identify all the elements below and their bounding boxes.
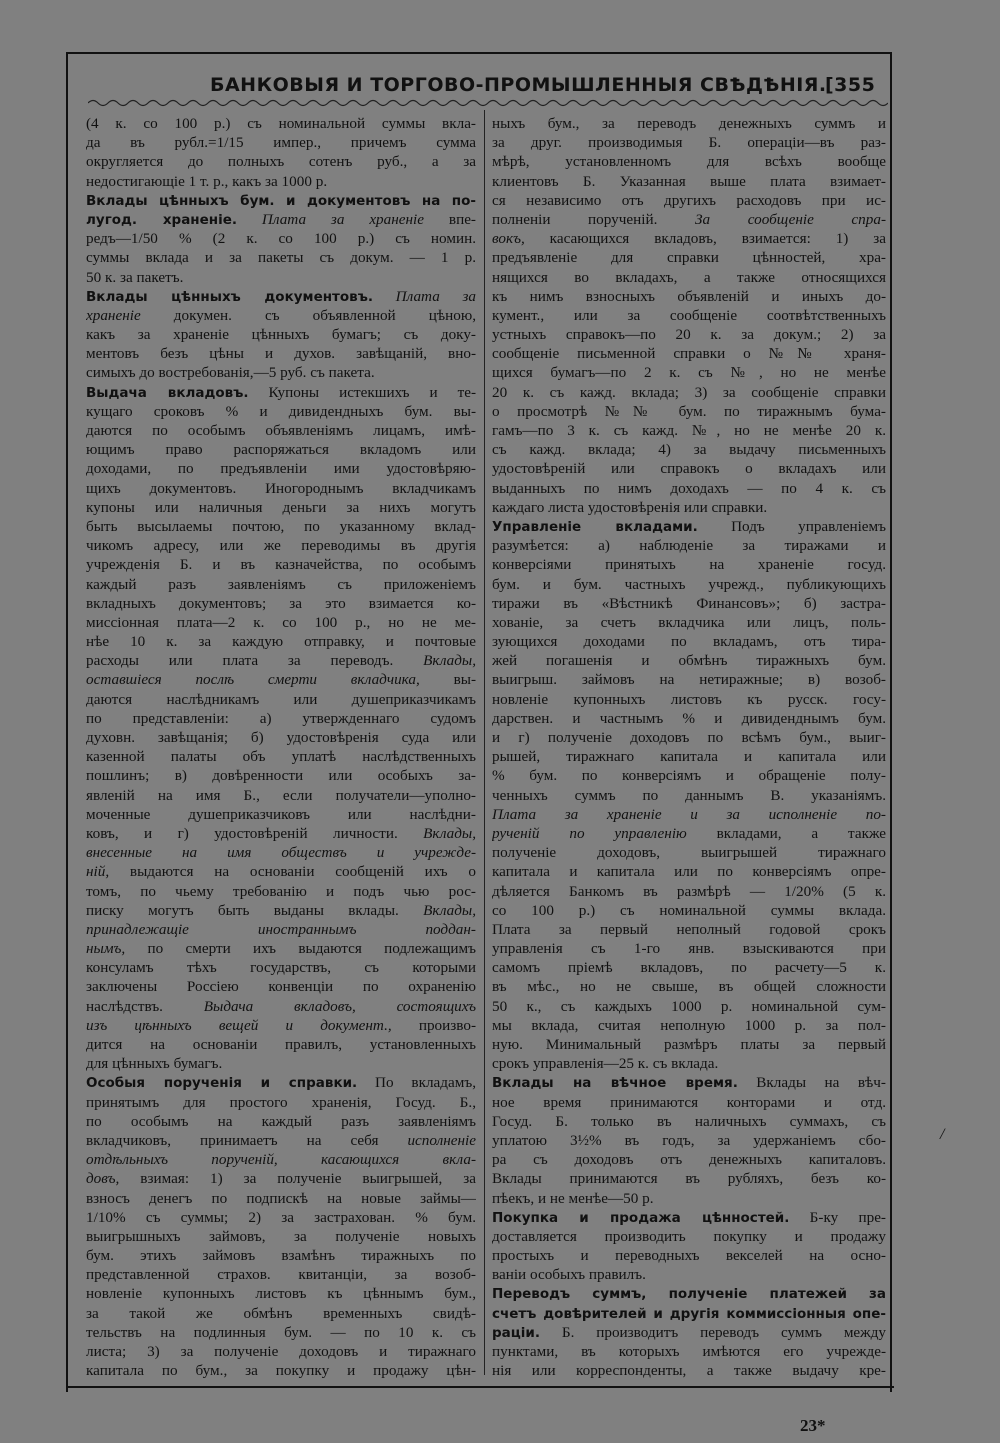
text-run: принятымъ для простого храненія, Госуд. Б., [86, 1093, 476, 1111]
italic-run: изъ цѣнныхъ вещей и документ., [86, 1016, 392, 1034]
text-line [492, 1342, 886, 1361]
italic-run: довъ, [86, 1170, 120, 1188]
text-run: жей погашенія и обмѣнъ тиражныхъ бум. [492, 652, 886, 670]
text-line [86, 1035, 476, 1054]
text-line [86, 862, 476, 881]
text-line [86, 958, 476, 977]
text-run: мы вклада, считая неполную 1000 р. за пол- [492, 1016, 886, 1034]
text-line [492, 1323, 886, 1342]
text-line [492, 363, 886, 382]
text-run: тиражи въ «Вѣстникѣ Финансовъ»; б) застра- [492, 594, 886, 612]
text-run: для цѣнныхъ бумагъ. [86, 1055, 223, 1073]
text-run: выигрышныхъ займовъ, за полученіе новыхъ [86, 1227, 476, 1245]
italic-run: Вклады, [393, 652, 476, 670]
italic-run: Плата за храненіе [237, 210, 425, 228]
text-run: миссіонная плата—2 к. со 100 р., но не ме- [86, 613, 476, 631]
text-line [492, 997, 886, 1016]
text-run: пунктами, въ которыхъ имѣются его учрежде- [492, 1343, 886, 1360]
signature-mark: 23* [800, 1416, 826, 1435]
text-line [492, 306, 886, 325]
text-line [492, 1093, 886, 1112]
text-line [86, 344, 476, 363]
text-run: моченные душеприказчиковъ или наслѣдни- [86, 805, 476, 823]
text-run: нящихся во вкладахъ, а также относящихся [492, 268, 886, 286]
text-line [492, 248, 886, 267]
text-run: ваніи особыхъ правилъ. [492, 1266, 646, 1284]
text-run: ющимъ право распоряжаться вкладомъ или [86, 441, 476, 459]
text-line [492, 728, 886, 747]
text-run: конверсіями принятыхъ на храненіе госуд. [492, 556, 886, 574]
text-run: доходами, по предъявленіи ими удостовѣряю- [86, 460, 476, 478]
text-run: клиентовъ Б. Указанная выше плата взимает- [492, 172, 886, 190]
text-line [492, 325, 886, 344]
text-run: о просмотрѣ №№ бум. по тиражнымъ бума- [492, 402, 886, 420]
text-line [86, 1169, 476, 1188]
text-line [492, 805, 886, 824]
bottom-rule [66, 1386, 894, 1388]
text-run: и г) полученіе доходовъ по всѣмъ бум., выиг- [492, 729, 886, 746]
text-run: по представленіи: а) утвержденнаго судомъ [86, 709, 476, 727]
run-in-heading: счетъ довѣрителей и другія коммиссіонныя опе- [492, 1305, 886, 1322]
text-run: устныхъ справокъ—по 20 к. за докум.; 2) за [492, 326, 886, 344]
text-run: 50 к. за пакетъ. [86, 268, 184, 286]
page-title: БАНКОВЫЯ И ТОРГОВО-ПРОМЫШЛЕННЫЯ СВѢДѢНІЯ. [210, 74, 827, 96]
text-line [492, 786, 886, 805]
text-line [86, 728, 476, 747]
text-run: Б-ку пре- [789, 1208, 886, 1226]
text-run: Б. производитъ переводъ суммъ между [540, 1323, 886, 1341]
text-run: новленіе купонныхъ листовъ къ русск. госу- [492, 690, 886, 708]
text-run: каждый разъ заявленіямъ съ приложеніемъ [86, 575, 476, 593]
text-line [86, 747, 476, 766]
text-line [86, 901, 476, 920]
text-run: Купоны истекшихъ и те- [248, 383, 476, 401]
text-line [492, 939, 886, 958]
text-line [86, 402, 476, 421]
text-run: 20 к. съ кажд. вклада; 3) за сообщеніе справки [492, 383, 886, 401]
text-run: редъ—1/50 % (2 к. со 100 р.) съ номин. [86, 230, 476, 248]
text-line [492, 1054, 886, 1073]
italic-run: оставшіеся послѣ смерти вкладчика, [86, 671, 420, 689]
italic-run: ній, [86, 863, 110, 881]
text-run: учрежденія Б. и въ казначейства, по особымъ [86, 556, 476, 574]
text-line [86, 882, 476, 901]
text-line [492, 1131, 886, 1150]
text-run: въ мѣс., но не свыше, въ общей сложности [492, 978, 886, 996]
text-run: рышей, тиражнаго капитала и капитала или [492, 748, 886, 766]
text-line [492, 402, 886, 421]
text-run: представленной страхов. квитанціи, за возоб- [86, 1266, 476, 1284]
text-line [86, 1131, 476, 1150]
text-line [86, 594, 476, 613]
text-run: ра съ доходовъ отъ денежныхъ капиталовъ. [492, 1151, 886, 1169]
text-line [86, 1227, 476, 1246]
text-run: Вклады на вѣч- [737, 1074, 886, 1092]
text-run: щихся бумагъ—по 2 к. съ №, но не менѣе [492, 364, 886, 382]
text-line [492, 498, 886, 517]
text-line [86, 805, 476, 824]
run-in-heading: Покупка и продажа цѣнностей. [492, 1209, 790, 1226]
text-run: суммы вклада и за пакеты съ докум. — 1 р. [86, 249, 476, 267]
text-run: кущаго сроковъ % и дивидендныхъ бум. вы- [86, 402, 476, 420]
italic-run: Вклады, [398, 901, 476, 919]
italic-run: принадлежащіе иностраннымъ поддан- [86, 920, 476, 938]
text-line [492, 651, 886, 670]
text-run: докумен. съ объявленной цѣною, [140, 306, 476, 324]
text-run: мѣрѣ, установленномъ для всѣхъ вообще [492, 153, 886, 171]
text-line [492, 152, 886, 171]
text-line [86, 939, 476, 958]
text-run: каждаго листа удостовѣренія или справки. [492, 498, 768, 516]
run-in-heading: лугод. храненіе. [86, 211, 238, 228]
text-run: ментовъ безъ цѣны и духов. завѣщаній, вно- [86, 345, 476, 363]
text-run: казенной палаты объ уплатѣ наслѣдственныхъ [86, 748, 476, 766]
text-run: гамъ—по 3 к. съ кажд. №, но не менѣе 20 к. [492, 422, 886, 439]
text-line [86, 843, 476, 862]
text-line [86, 1304, 476, 1323]
text-line [492, 479, 886, 498]
text-run: за друг. производимыя Б. операціи—въ раз- [492, 134, 886, 152]
text-line [492, 958, 886, 977]
text-run: Подъ управленіемъ [697, 517, 886, 535]
run-in-heading: раціи. [492, 1324, 540, 1341]
frame-top-rule [66, 52, 892, 54]
text-run: дарствен. и частнымъ % и дивиденднымъ бум. [492, 709, 886, 727]
text-line [86, 1284, 476, 1303]
text-line [492, 1169, 886, 1188]
text-line [492, 670, 886, 689]
text-run: капитала и капитала или по конверсіямъ опре- [492, 863, 886, 881]
text-run: писку могутъ быть выданы вклады. [86, 901, 399, 919]
text-run: простыхъ и переводныхъ векселей на осно- [492, 1247, 886, 1265]
text-run: разумѣется: а) наблюденіе за тиражами и [492, 537, 886, 555]
text-run: тельствъ на подлинныя бум. — по 10 к. съ [86, 1323, 476, 1341]
text-run: быть высылаемы почтою, по указанному вклад- [86, 517, 476, 535]
text-run: ся независимо отъ другихъ расходовъ при ис- [492, 191, 886, 209]
text-run: Вклады принимаются въ рубляхъ, безъ ко- [492, 1170, 886, 1188]
text-run: полненіи порученій. [492, 210, 658, 228]
text-line [86, 997, 476, 1016]
text-run: взносъ денегъ по подпискѣ на новые займы— [86, 1189, 476, 1207]
text-run: (4 к. со 100 р.) съ номинальной суммы вкла- [86, 115, 476, 132]
text-run: дѣляется Банкомъ въ размѣрѣ — 1/20% (5 к. [492, 882, 886, 900]
text-run: самомъ пріемѣ вкладовъ, по расчету—5 к. [492, 959, 886, 977]
text-line [492, 1035, 886, 1054]
text-line [86, 613, 476, 632]
text-run: щихъ документовъ. Иногороднымъ вкладчикамъ [86, 479, 476, 497]
text-run: явленій на имя Б., если получатели—уполно- [86, 786, 476, 804]
text-run: къ нимъ взносныхъ объявленій и иныхъ до- [492, 287, 886, 305]
text-run: бум. этихъ займовъ взамѣнъ тиражныхъ по [86, 1247, 476, 1265]
text-run: сообщеніе письменной справки о №№ храня- [492, 345, 886, 363]
text-line [492, 133, 886, 152]
text-line [86, 1246, 476, 1265]
text-run: ныхъ бум., за переводъ денежныхъ суммъ и [492, 115, 886, 132]
text-line [492, 1361, 886, 1380]
text-run: вкладныхъ документовъ; за это взимается ко- [86, 594, 476, 612]
text-line [492, 1016, 886, 1035]
text-run: симыхъ до востребованія,—5 руб. съ пакета. [86, 364, 375, 382]
text-run: ченныхъ суммъ по даннымъ В. указаніямъ. [492, 786, 886, 804]
text-run: капитала по бум., за покупку и продажу цѣн- [86, 1362, 476, 1380]
run-in-heading: Вклады на вѣчное время. [492, 1075, 738, 1092]
text-run: чикомъ адресу, или же переводимы въ другія [86, 537, 476, 555]
text-run: нія или корреспонденты, а также выдачу кре- [492, 1362, 886, 1380]
text-run: какъ за храненіе цѣнныхъ бумагъ; съ доку- [86, 326, 476, 344]
text-run: за такой же обмѣнъ временныхъ свидѣ- [86, 1304, 476, 1322]
text-line [86, 555, 476, 574]
text-line [492, 191, 886, 210]
text-line [86, 210, 476, 229]
text-line [492, 1073, 886, 1092]
text-line [86, 536, 476, 555]
text-line [492, 575, 886, 594]
text-line [492, 977, 886, 996]
text-line [492, 229, 886, 248]
text-run: уплатою 3½% въ годъ, за удержаніемъ сбо- [492, 1131, 886, 1149]
text-line [492, 421, 886, 440]
text-run: дится на основаніи правилъ, установленныхъ [86, 1036, 476, 1053]
text-run: выигрыш. займовъ на нетиражные; в) возоб- [492, 671, 886, 689]
text-line [86, 306, 476, 325]
text-line [86, 651, 476, 670]
text-line [86, 287, 476, 306]
text-line [492, 536, 886, 555]
text-line [86, 1112, 476, 1131]
text-line [492, 766, 886, 785]
text-line [86, 172, 476, 191]
text-line [86, 191, 476, 210]
text-run: доставляется производить покупку и продажу [492, 1227, 886, 1245]
text-line [86, 690, 476, 709]
text-run: томъ, по чьему требованію и подъ чью рос- [86, 882, 476, 900]
text-run: ковъ, и г) удостовѣреній личности. [86, 824, 398, 842]
text-line [492, 210, 886, 229]
italic-run: нымъ, [86, 940, 126, 958]
text-run: Госуд. Б. только въ наличныхъ суммахъ, съ [492, 1112, 886, 1130]
text-line [86, 152, 476, 171]
text-line [86, 1189, 476, 1208]
text-line [492, 824, 886, 843]
text-line [86, 498, 476, 517]
text-run: вкладчиковъ, принимаетъ на себя [86, 1131, 379, 1149]
text-run: выданныхъ по нимъ доходахъ — по 4 к. съ [492, 479, 886, 497]
text-run: пѣекъ, и не менѣе—50 р. [492, 1189, 654, 1207]
text-line [492, 383, 886, 402]
text-line [492, 1246, 886, 1265]
text-run: хованіе, за счетъ вкладчика или лицъ, поль- [492, 613, 886, 631]
italic-run: храненіе [86, 306, 141, 324]
italic-run: Вклады, [397, 824, 476, 842]
text-line [86, 479, 476, 498]
text-run: произво- [391, 1016, 476, 1034]
text-run: По вкладамъ, [357, 1074, 476, 1092]
text-run: по смерти ихъ выдаются подлежащимъ [125, 940, 476, 958]
text-line [86, 421, 476, 440]
text-line [86, 709, 476, 728]
text-line [492, 1304, 886, 1323]
text-line [86, 575, 476, 594]
right-text-column [492, 114, 886, 1380]
text-line [86, 1265, 476, 1284]
text-line [86, 1342, 476, 1361]
text-line [492, 268, 886, 287]
column-divider [484, 110, 485, 1375]
text-run: новленіе купонныхъ листовъ къ цѣннымъ бум., [86, 1285, 476, 1303]
text-line [492, 517, 886, 536]
text-line [492, 613, 886, 632]
text-run: съ кажд. вклада; 4) за выдачу письменныхъ [492, 441, 886, 459]
text-run: срокъ управленія—25 к. съ вклада. [492, 1055, 719, 1073]
run-in-heading: Выдача вкладовъ. [86, 384, 249, 401]
text-run: пошлинъ; в) довѣренности или особыхъ за- [86, 767, 476, 785]
text-line [86, 325, 476, 344]
text-line [86, 766, 476, 785]
text-run: вы- [419, 671, 476, 689]
italic-run: отдѣльныхъ порученій, касающихся вкла- [86, 1151, 476, 1169]
text-line [86, 363, 476, 382]
text-run: ную. Минимальный размѣръ платы за первый [492, 1036, 886, 1053]
frame-right-rule [890, 52, 892, 1392]
text-line [86, 1016, 476, 1035]
text-line [492, 920, 886, 939]
stray-mark: / [940, 1126, 945, 1143]
text-line [492, 709, 886, 728]
left-text-column [86, 114, 476, 1380]
text-line [492, 1208, 886, 1227]
text-run: управленія съ 1-го янв. взыскиваются при [492, 940, 886, 958]
text-run: удостовѣреній или справокъ о вкладахъ или [492, 460, 886, 478]
text-line [86, 229, 476, 248]
text-line [492, 901, 886, 920]
text-line [492, 632, 886, 651]
text-line [492, 843, 886, 862]
text-line [492, 172, 886, 191]
text-line [492, 1150, 886, 1169]
text-line [492, 1265, 886, 1284]
text-run: % бум. по конверсіямъ и обращеніе полу- [492, 767, 886, 785]
text-line [86, 1054, 476, 1073]
text-run: 1/10% съ суммы; 2) за застрахован. % бум. [86, 1208, 476, 1226]
text-line [492, 747, 886, 766]
text-line [492, 1112, 886, 1131]
text-run: нѣе 10 к. за каждую отправку, и почтовые [86, 633, 476, 651]
italic-run: Выдача вкладовъ, состоящихъ [162, 997, 476, 1015]
text-line [492, 594, 886, 613]
text-line [492, 459, 886, 478]
text-line [86, 268, 476, 287]
text-run: зующихся доходами по вкладамъ, отъ тира- [492, 633, 886, 651]
text-run: даются наслѣдникамъ или душеприказчикамъ [86, 690, 476, 708]
text-line [492, 1189, 886, 1208]
italic-run: исполненіе [378, 1131, 476, 1149]
italic-run: внесенные на имя обществъ и учрежде- [86, 844, 476, 862]
text-line [86, 517, 476, 536]
text-run: предъявленіе для справки цѣнностей, хра- [492, 249, 886, 267]
run-in-heading: Управленіе вкладами. [492, 518, 698, 535]
text-line [86, 114, 476, 133]
page-number: [355 [825, 74, 876, 96]
text-line [492, 287, 886, 306]
text-line [86, 133, 476, 152]
italic-run: За сообщеніе спра- [657, 210, 886, 228]
text-line [86, 1361, 476, 1380]
text-line [492, 440, 886, 459]
text-line [86, 1323, 476, 1342]
text-run: полученіе доходовъ, выигрышей тиражнаго [492, 844, 886, 862]
text-run: 50 к., съ каждыхъ 1000 р. номинальной сум- [492, 997, 886, 1015]
run-in-heading: Переводъ суммъ, полученіе платежей за [492, 1286, 886, 1303]
italic-run: Плата за [372, 287, 476, 305]
text-line [86, 459, 476, 478]
text-line [86, 920, 476, 939]
text-line [492, 555, 886, 574]
text-line [86, 383, 476, 402]
text-line [492, 114, 886, 133]
run-in-heading: Вклады цѣнныхъ документовъ. [86, 288, 373, 305]
text-line [86, 824, 476, 843]
frame-left-rule [66, 52, 68, 1392]
text-run: листа; 3) за полученіе доходовъ и тиражнаго [86, 1343, 476, 1360]
text-line [86, 1208, 476, 1227]
text-run: наслѣдствъ. [86, 997, 163, 1015]
text-run: впе- [424, 210, 476, 228]
text-run: расходы или плата за переводъ. [86, 652, 394, 670]
text-line [492, 1227, 886, 1246]
text-run: округляется до полныхъ сотенъ руб., а за [86, 153, 476, 171]
text-line [86, 1073, 476, 1092]
text-run: бум. и бум. частныхъ учрежд., публикующихъ [492, 575, 886, 593]
text-line [492, 344, 886, 363]
text-run: духовн. завѣщанія; б) удостовѣренія суда или [86, 729, 476, 746]
text-line [492, 862, 886, 881]
text-line [492, 690, 886, 709]
text-run: взимая: 1) за полученіе выигрышей, за [119, 1170, 476, 1188]
text-run: да въ рубл.=1/15 импер., причемъ сумма [86, 134, 476, 152]
text-run: Плата за первый неполный годовой срокъ [492, 920, 886, 938]
text-line [86, 977, 476, 996]
text-run: со 100 р.) съ номинальной суммы вклада. [492, 901, 886, 919]
text-run: вкладами, а также [686, 824, 886, 842]
text-run: даются по особымъ объявленіямъ лицамъ, имѣ- [86, 422, 476, 439]
text-line [86, 786, 476, 805]
text-run: купоны или наличныя деньги за нихъ могутъ [86, 498, 476, 516]
italic-run: рученій по управленію [492, 824, 687, 842]
text-line [492, 882, 886, 901]
text-line [86, 248, 476, 267]
text-run: выдаются на основаніи сообщеній ихъ о [109, 863, 476, 881]
text-line [86, 440, 476, 459]
text-run: недостигающіе 1 т. р., какъ за 1000 р. [86, 172, 328, 190]
run-in-heading: Особыя порученія и справки. [86, 1075, 358, 1092]
text-line [86, 1150, 476, 1169]
text-run: заключены Россіею конвенціи по охраненію [86, 978, 476, 996]
italic-run: вокъ, [492, 230, 525, 248]
wavy-divider-rule [88, 98, 888, 108]
text-run: кумент., или за сообщеніе соотвѣтственныхъ [492, 306, 886, 324]
text-line [86, 632, 476, 651]
text-run: по особымъ на каждый разъ заявленіямъ [86, 1112, 476, 1130]
text-run: касающихся вкладовъ, взимается: 1) за [524, 230, 886, 248]
text-line [86, 1093, 476, 1112]
text-line [86, 670, 476, 689]
run-in-heading: Вклады цѣнныхъ бум. и документовъ на по- [86, 192, 476, 209]
text-run: консуламъ тѣхъ государствъ, съ которыми [86, 959, 476, 977]
italic-run: Плата за храненіе и за исполненіе по- [492, 805, 886, 823]
text-run: ное время принимаются конторами и отд. [492, 1093, 886, 1111]
text-line [492, 1284, 886, 1303]
